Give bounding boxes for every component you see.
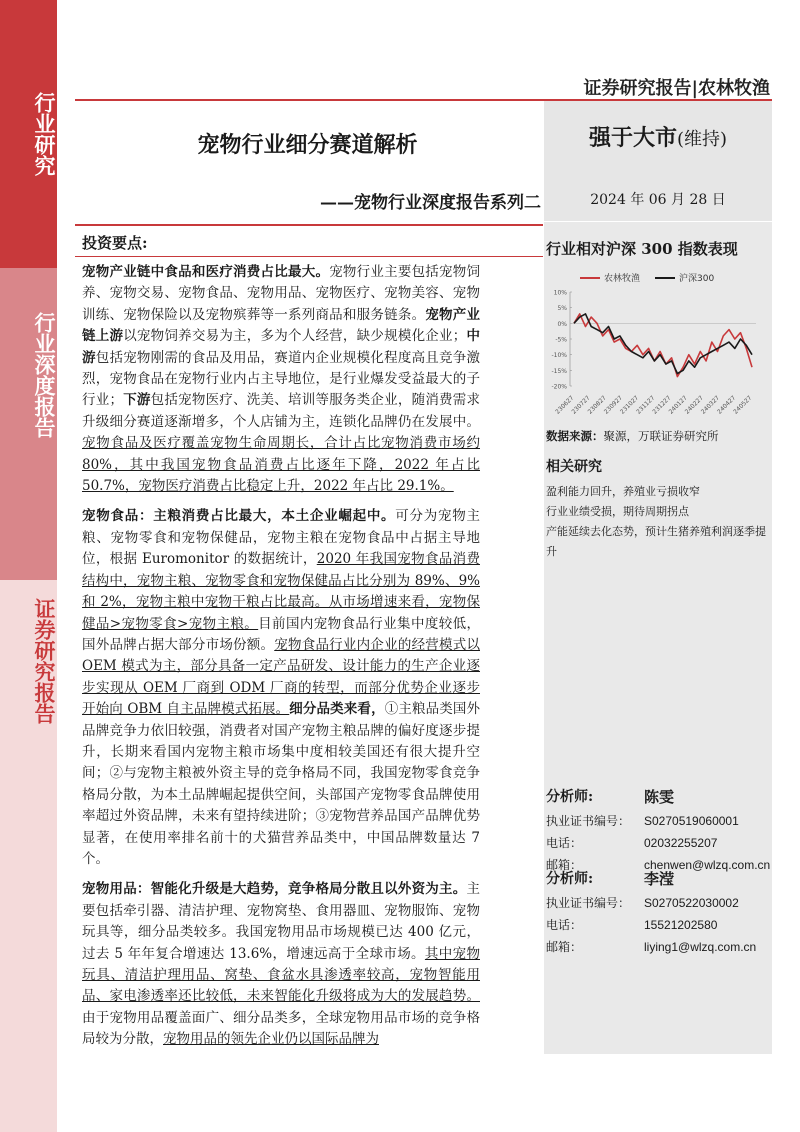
rating-main: 强于大市: [588, 125, 677, 151]
rating: [544, 121, 772, 152]
y-tick-label: 0%: [557, 320, 567, 328]
right-column: [544, 222, 772, 1054]
p1-underlined: 宠物食品及医疗覆盖宠物生命周期长，合计占比宠物消费市场约 80%，其中我国宠物食品消费占比逐年下降，2022 年占比 50.7%，宠物医疗消费占比稳定上升，2022 年占比 29.1%。: [82, 435, 480, 495]
side-section-securities: [0, 580, 57, 1132]
side-label-securities-report: 证券研究报告: [32, 598, 57, 724]
mail-label: 邮箱：: [546, 858, 583, 872]
cert-number: S0270522030002: [644, 896, 739, 910]
p2-subcategory: 细分品类来看，: [289, 701, 385, 718]
tel-label: 电话：: [546, 918, 583, 932]
y-tick-label: -5%: [555, 336, 567, 344]
analyst-card: [546, 786, 770, 876]
side-section-industry: [0, 0, 57, 268]
mail-label: 邮箱：: [546, 940, 583, 954]
cert-label: 执业证书编号：: [546, 896, 631, 910]
analyst-card: [546, 868, 770, 958]
p1-midstream: 中游: [82, 328, 481, 366]
tel-number: 15521202580: [644, 918, 718, 932]
p1-text: 以宠物饲养交易为主，多为个人经营，缺少规模化企业；: [123, 328, 467, 345]
p2-text: 目前国内宠物食品行业集中度较低，国外品牌占据大部分市场份额。: [82, 615, 480, 653]
x-tick-label: 231027: [618, 394, 641, 416]
x-tick-label: 240227: [683, 394, 705, 416]
main-body: [82, 262, 480, 1060]
legend-label: 沪深300: [679, 274, 715, 284]
source-label: 数据来源：: [546, 429, 604, 443]
p3-text: 由于宠物用品覆盖面广、细分品类多，全球宠物用品市场的竞争格局较为分散，: [82, 1009, 480, 1048]
analyst-name: 李滢: [644, 870, 675, 888]
x-tick-label: 230827: [586, 394, 608, 416]
chart-title: 行业相对沪深 300 指数表现: [546, 240, 738, 258]
performance-chart: [544, 268, 772, 428]
tel-label: 电话：: [546, 836, 583, 850]
email-link[interactable]: liying1@wlzq.com.cn: [644, 940, 757, 954]
p3-underlined: 宠物用品的领先企业仍以国际品牌为: [163, 1031, 379, 1048]
p1-lead: 宠物产业链中食品和医疗消费占比最大。: [82, 264, 330, 280]
p2-underlined: 宠物食品行业内企业的经营模式以 OEM 模式为主，部分具备一定产品研发、设计能力的生产企业逐步实现从 OEM 厂商到 ODM 厂商的转型，而部分优势企业逐步开始向 OBM 自主品牌模式拓展。: [82, 636, 480, 718]
paragraph-pet-food: [82, 506, 480, 870]
side-banner: [0, 0, 57, 1132]
p3-underlined: 其中宠物玩具、清洁护理用品、窝垫、食盆水具渗透率较高，宠物智能用品、家电渗透率还比较低，未来智能化升级将成为大的发展趋势。: [82, 945, 480, 1005]
x-tick-label: 231227: [651, 394, 673, 416]
rating-maintain: (维持): [676, 129, 728, 150]
p1-upstream: 宠物产业链上游: [82, 306, 481, 345]
p2-underlined: 2020 年我国宠物食品消费结构中，宠物主粮、宠物零食和宠物保健品占比分别为 89%、9%和 2%，宠物主粮中宠物干粮占比最高。从市场增速来看，宠物保健品>宠物零食>宠物主粮。: [82, 551, 480, 632]
source-text: 聚源，万联证券研究所: [603, 429, 719, 443]
y-tick-label: 10%: [553, 289, 567, 297]
x-tick-label: 240327: [699, 394, 722, 416]
related-item[interactable]: 产能延续去化态势，预计生猪养殖利润逐季提升: [546, 525, 766, 558]
p1-text: 包括宠物刚需的食品及用品，赛道内企业规模化程度高且竞争激烈，宠物食品在宠物行业内占主导地位，是行业爆发受益最大的子行业；: [82, 349, 481, 409]
rating-box: [544, 101, 772, 221]
tel-number: 02032255207: [644, 836, 718, 850]
page-title: 宠物行业细分赛道解析: [197, 132, 418, 158]
p3-lead: 宠物用品：智能化升级是大趋势，竞争格局分散且以外资为主。: [82, 881, 467, 898]
x-tick-label: 230927: [602, 394, 624, 416]
analyst-label: 分析师:: [546, 789, 594, 805]
paragraph-pet-supplies: [82, 879, 480, 1050]
x-tick-label: 240527: [732, 394, 754, 416]
related-item[interactable]: 行业业绩受损，期待周期拐点: [546, 505, 689, 518]
cert-number: S0270519060001: [644, 814, 739, 828]
x-tick-label: 230627: [554, 394, 576, 416]
key-points-title: 投资要点:: [82, 234, 148, 252]
analyst-label: 分析师:: [546, 871, 594, 887]
x-tick-label: 231127: [635, 394, 657, 416]
p3-text: 主要包括牵引器、清洁护理、宠物窝垫、食用器皿、宠物服饰、宠物玩具等，细分品类较多。我国宠物用品市场规模已达 400 亿元，过去 5 年年复合增速达 13.6%，增速远高于全球市场。: [82, 881, 480, 962]
chart-source: [546, 428, 719, 444]
p2-text: 可分为宠物主粮、宠物零食和宠物保健品，宠物主粮在宠物食品中占据主导地位，根据 Euromonitor 的数据统计，: [82, 508, 481, 568]
related-research-title: 相关研究: [546, 459, 602, 475]
x-tick-label: 240127: [667, 394, 689, 416]
side-section-depth: [0, 268, 57, 580]
series-line: [574, 314, 752, 374]
p1-downstream: 下游: [122, 392, 151, 409]
related-item[interactable]: 盈利能力回升，养殖业亏损收窄: [546, 485, 700, 498]
side-label-industry-research: 行业研究: [32, 92, 57, 176]
x-tick-label: 230727: [570, 394, 592, 416]
p2-text: ①主粮品类国外品牌竞争力依旧较强，消费者对国产宠物主粮品牌的偏好度逐步提升，长期来看国内宠物主粮市场集中度相较美国还有很大提升空间；②与宠物主粮被外资主导的竞争格局不同，我国宠物零食竞争格局分散，为本土品牌崛起提供空间，头部国产宠物零食品牌使用率超过外资品牌，未来有望持续进阶；③宠物营养品国产品牌优势显著，在使用率排名前十的犬猫营养品类中，中国品牌数量达 7 个。: [82, 701, 481, 867]
related-research-list: [546, 474, 770, 562]
y-tick-label: 5%: [557, 305, 567, 313]
page-subtitle: ——宠物行业深度报告系列二: [320, 193, 541, 213]
side-label-depth-report: 行业深度报告: [32, 312, 57, 438]
y-tick-label: -15%: [551, 367, 567, 375]
legend-label: 农林牧渔: [604, 274, 641, 284]
cert-label: 执业证书编号：: [546, 814, 631, 828]
y-tick-label: -20%: [551, 383, 567, 391]
p1-text: 宠物行业主要包括宠物饲养、宠物交易、宠物食品、宠物用品、宠物医疗、宠物美容、宠物训练、宠物保险以及宠物殡葬等一系列商品和服务链条。: [82, 264, 481, 323]
paragraph-industry-chain: [82, 262, 480, 497]
analyst-name: 陈雯: [644, 788, 675, 806]
x-tick-label: 240427: [716, 394, 738, 416]
report-date: 2024 年 06 月 28 日: [590, 192, 726, 208]
p1-text: 包括宠物医疗、洗美、培训等服务类企业，随消费需求升级细分赛道逐渐增多，个人店铺为主，连锁化品牌仍在发展中。: [82, 392, 481, 430]
email-link[interactable]: chenwen@wlzq.com.cn: [644, 858, 771, 872]
y-tick-label: -10%: [551, 352, 567, 360]
key-points-header: [75, 224, 543, 257]
p2-lead: 宠物食品：主粮消费占比最大，本土企业崛起中。: [82, 508, 396, 525]
report-type: 证券研究报告|农林牧渔: [583, 78, 770, 99]
